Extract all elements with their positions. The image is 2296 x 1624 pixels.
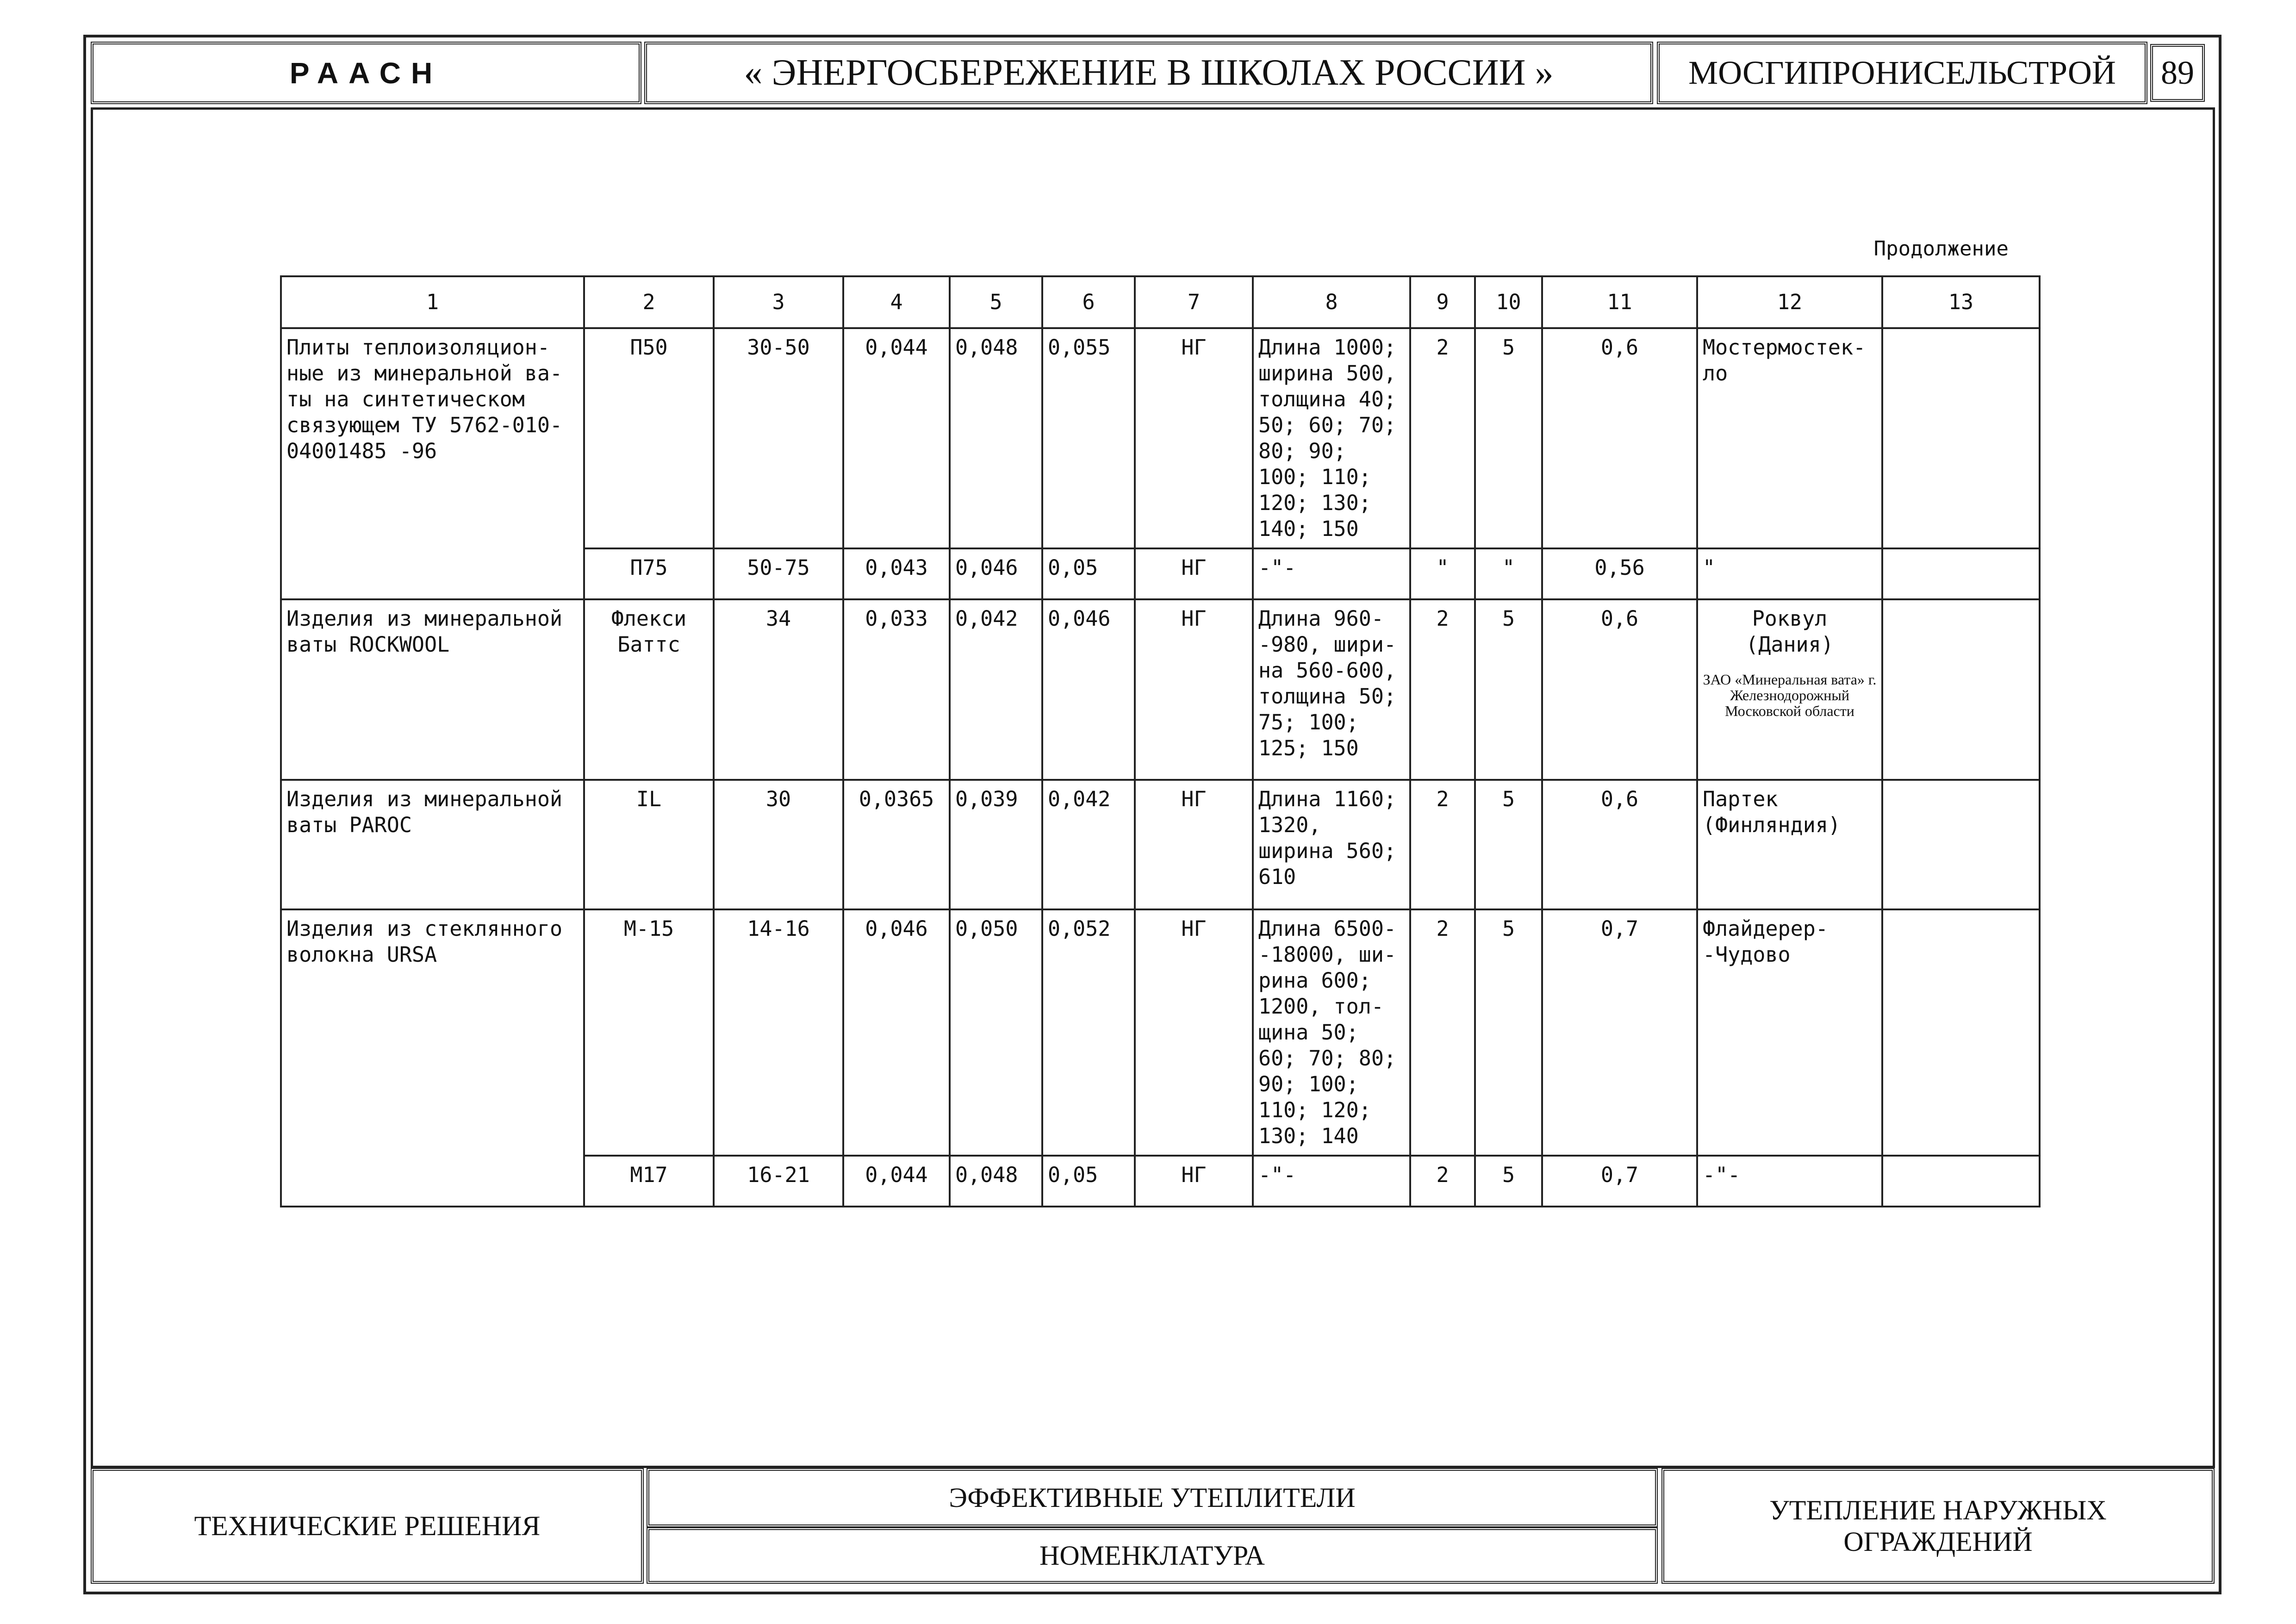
cell-c13	[1882, 599, 2040, 780]
continuation-label: Продолжение	[1873, 237, 2009, 261]
cell-text: Флекси Баттс	[611, 606, 687, 657]
cell-c9	[1410, 780, 1475, 909]
cell-c5	[950, 780, 1042, 909]
cell-c9	[1410, 328, 1475, 548]
header-title: « ЭНЕРГОСБЕРЕЖЕНИЕ В ШКОЛАХ РОССИИ »	[644, 42, 1653, 104]
cell-c11	[1542, 548, 1697, 599]
column-header: 7	[1135, 276, 1253, 328]
cell-text: Длина 1160; 1320, ширина 560; 610	[1258, 787, 1397, 889]
cell-c2	[584, 328, 714, 548]
cell-c12	[1697, 328, 1882, 548]
cell-text: Партек (Финляндия)	[1703, 787, 1841, 837]
cell-c5	[950, 599, 1042, 780]
cell-c6	[1042, 328, 1135, 548]
column-header: 1	[281, 276, 584, 328]
cell-c12	[1697, 548, 1882, 599]
cell-text: 16-21	[747, 1163, 810, 1187]
product-name: Изделия из минеральной ваты PAROC	[281, 780, 584, 909]
cell-text: НГ	[1181, 555, 1207, 580]
cell-text: 0,0365	[859, 787, 934, 811]
cell-c13	[1882, 1156, 2040, 1207]
cell-text: 0,044	[865, 1163, 928, 1187]
cell-c8	[1253, 1156, 1410, 1207]
cell-text: М17	[630, 1163, 668, 1187]
cell-c7	[1135, 548, 1253, 599]
footer-topic: ЭФФЕКТИВНЫЕ УТЕПЛИТЕЛИ	[647, 1468, 1658, 1527]
column-header: 5	[950, 276, 1042, 328]
cell-text: 5	[1502, 787, 1515, 811]
cell-text: "	[1436, 555, 1449, 580]
cell-c6	[1042, 548, 1135, 599]
column-header: 10	[1475, 276, 1542, 328]
cell-text: 5	[1502, 335, 1515, 360]
cell-text: Флайдерер- -Чудово	[1703, 916, 1828, 967]
cell-text: 0,044	[865, 335, 928, 360]
header-org: РААСН	[91, 42, 641, 104]
header-company: МОСГИПРОНИСЕЛЬСТРОЙ	[1657, 42, 2147, 104]
cell-text: 0,043	[865, 555, 928, 580]
cell-text: 0,042	[955, 606, 1018, 631]
cell-text: 5	[1502, 606, 1515, 631]
cell-c10	[1475, 909, 1542, 1156]
cell-text: 0,7	[1600, 916, 1639, 941]
footer-subtopic: НОМЕНКЛАТУРА	[647, 1527, 1658, 1584]
cell-text: Длина 960- -980, шири-на 560-600, толщина 50; 75; 100; 125; 150	[1258, 606, 1397, 760]
table-row	[281, 909, 2040, 1156]
cell-text: 2	[1436, 606, 1449, 631]
cell-c12	[1697, 599, 1882, 780]
cell-text: "	[1703, 555, 1716, 580]
cell-text: 50-75	[747, 555, 810, 580]
column-header: 8	[1253, 276, 1410, 328]
cell-text: 2	[1436, 916, 1449, 941]
cell-c5	[950, 909, 1042, 1156]
cell-text: 14-16	[747, 916, 810, 941]
cell-text: Длина 6500- -18000, ши-рина 600; 1200, тол-щина 50; 60; 70; 80; 90; 100; 110; 120; 130; 140	[1258, 916, 1397, 1148]
cell-c8	[1253, 599, 1410, 780]
cell-c3	[714, 599, 843, 780]
cell-c3	[714, 780, 843, 909]
column-header: 3	[714, 276, 843, 328]
cell-c7	[1135, 909, 1253, 1156]
cell-text: М-15	[623, 916, 674, 941]
cell-c13	[1882, 780, 2040, 909]
cell-text: 0,7	[1600, 1163, 1639, 1187]
cell-c12	[1697, 1156, 1882, 1207]
cell-text: 0,56	[1594, 555, 1645, 580]
cell-c4	[843, 909, 950, 1156]
column-header: 2	[584, 276, 714, 328]
cell-text: НГ	[1181, 606, 1207, 631]
cell-text: НГ	[1181, 787, 1207, 811]
cell-text: 34	[765, 606, 791, 631]
cell-c2	[584, 548, 714, 599]
cell-c6	[1042, 909, 1135, 1156]
cell-c9	[1410, 599, 1475, 780]
column-header: 12	[1697, 276, 1882, 328]
cell-text: 5	[1502, 916, 1515, 941]
cell-c3	[714, 1156, 843, 1207]
cell-c3	[714, 548, 843, 599]
cell-text: П50	[630, 335, 668, 360]
column-header: 9	[1410, 276, 1475, 328]
cell-text: 0,052	[1048, 916, 1111, 941]
cell-text: 0,05	[1048, 555, 1098, 580]
cell-c5	[950, 328, 1042, 548]
cell-text: 0,05	[1048, 1163, 1098, 1187]
cell-c2	[584, 599, 714, 780]
cell-c2	[584, 1156, 714, 1207]
cell-text: IL	[636, 787, 662, 811]
cell-text: 0,042	[1048, 787, 1111, 811]
column-header: 6	[1042, 276, 1135, 328]
cell-text: -"-	[1258, 555, 1296, 580]
footer-chapter: УТЕПЛЕНИЕ НАРУЖНЫХ ОГРАЖДЕНИЙ	[1661, 1468, 2215, 1584]
cell-c7	[1135, 1156, 1253, 1207]
table-row	[281, 599, 2040, 780]
table-row	[281, 328, 2040, 548]
cell-text: П75	[630, 555, 668, 580]
cell-text: 0,048	[955, 335, 1018, 360]
cell-text: 2	[1436, 1163, 1449, 1187]
cell-c11	[1542, 780, 1697, 909]
cell-text: 30-50	[747, 335, 810, 360]
cell-text: 0,6	[1600, 606, 1639, 631]
cell-c9	[1410, 548, 1475, 599]
cell-c11	[1542, 909, 1697, 1156]
cell-c11	[1542, 328, 1697, 548]
cell-text: -"-	[1703, 1163, 1741, 1187]
cell-c2	[584, 909, 714, 1156]
column-header: 11	[1542, 276, 1697, 328]
cell-c13	[1882, 909, 2040, 1156]
cell-c5	[950, 548, 1042, 599]
cell-text: НГ	[1181, 335, 1207, 360]
cell-text: 5	[1502, 1163, 1515, 1187]
cell-text: 2	[1436, 787, 1449, 811]
cell-c4	[843, 780, 950, 909]
cell-c13	[1882, 548, 2040, 599]
cell-text: 30	[765, 787, 791, 811]
cell-c12	[1697, 780, 1882, 909]
cell-c9	[1410, 1156, 1475, 1207]
cell-c10	[1475, 1156, 1542, 1207]
cell-text: 0,050	[955, 916, 1018, 941]
cell-text: 0,039	[955, 787, 1018, 811]
cell-c10	[1475, 548, 1542, 599]
cell-text: Мостермостек-ло	[1703, 335, 1866, 386]
cell-text: 0,055	[1048, 335, 1111, 360]
cell-c4	[843, 328, 950, 548]
cell-c6	[1042, 1156, 1135, 1207]
cell-c8	[1253, 328, 1410, 548]
cell-c9	[1410, 909, 1475, 1156]
cell-c8	[1253, 548, 1410, 599]
cell-c10	[1475, 328, 1542, 548]
cell-c10	[1475, 599, 1542, 780]
cell-text: -"-	[1258, 1163, 1296, 1187]
cell-text: Длина 1000; ширина 500, толщина 40; 50; 60; 70; 80; 90; 100; 110; 120; 130; 140; 150	[1258, 335, 1397, 541]
cell-text: НГ	[1181, 1163, 1207, 1187]
table-row	[281, 780, 2040, 909]
manufacturer-note: ЗАО «Минеральная вата» г. Железнодорожный Московской области	[1703, 671, 1877, 719]
cell-c3	[714, 909, 843, 1156]
cell-c4	[843, 548, 950, 599]
cell-text: 0,033	[865, 606, 928, 631]
cell-c10	[1475, 780, 1542, 909]
cell-c11	[1542, 1156, 1697, 1207]
cell-c11	[1542, 599, 1697, 780]
cell-text: 0,6	[1600, 787, 1639, 811]
insulation-table	[280, 275, 2041, 1207]
cell-text: Роквул (Дания)	[1746, 606, 1834, 657]
cell-c12	[1697, 909, 1882, 1156]
product-name: Изделия из минеральной ваты ROCKWOOL	[281, 599, 584, 780]
cell-text: 0,046	[1048, 606, 1111, 631]
column-header: 4	[843, 276, 950, 328]
cell-c5	[950, 1156, 1042, 1207]
cell-c8	[1253, 909, 1410, 1156]
cell-c13	[1882, 328, 2040, 548]
cell-c6	[1042, 780, 1135, 909]
cell-text: 2	[1436, 335, 1449, 360]
cell-c3	[714, 328, 843, 548]
cell-text: 0,046	[865, 916, 928, 941]
cell-c7	[1135, 328, 1253, 548]
cell-text: НГ	[1181, 916, 1207, 941]
cell-c4	[843, 1156, 950, 1207]
cell-text: 0,6	[1600, 335, 1639, 360]
page-number: 89	[2150, 44, 2205, 102]
cell-text: "	[1502, 555, 1515, 580]
cell-c6	[1042, 599, 1135, 780]
cell-c2	[584, 780, 714, 909]
column-header: 13	[1882, 276, 2040, 328]
footer-section: ТЕХНИЧЕСКИЕ РЕШЕНИЯ	[91, 1468, 644, 1584]
product-name: Изделия из стеклянного волокна URSA	[281, 909, 584, 1207]
cell-text: 0,046	[955, 555, 1018, 580]
cell-c7	[1135, 780, 1253, 909]
cell-c8	[1253, 780, 1410, 909]
cell-c7	[1135, 599, 1253, 780]
cell-text: 0,048	[955, 1163, 1018, 1187]
cell-c4	[843, 599, 950, 780]
product-name: Плиты теплоизоляцион-ные из минеральной ва-ты на синтетическом связующем ТУ 5762-010-04001485 -96	[281, 328, 584, 599]
